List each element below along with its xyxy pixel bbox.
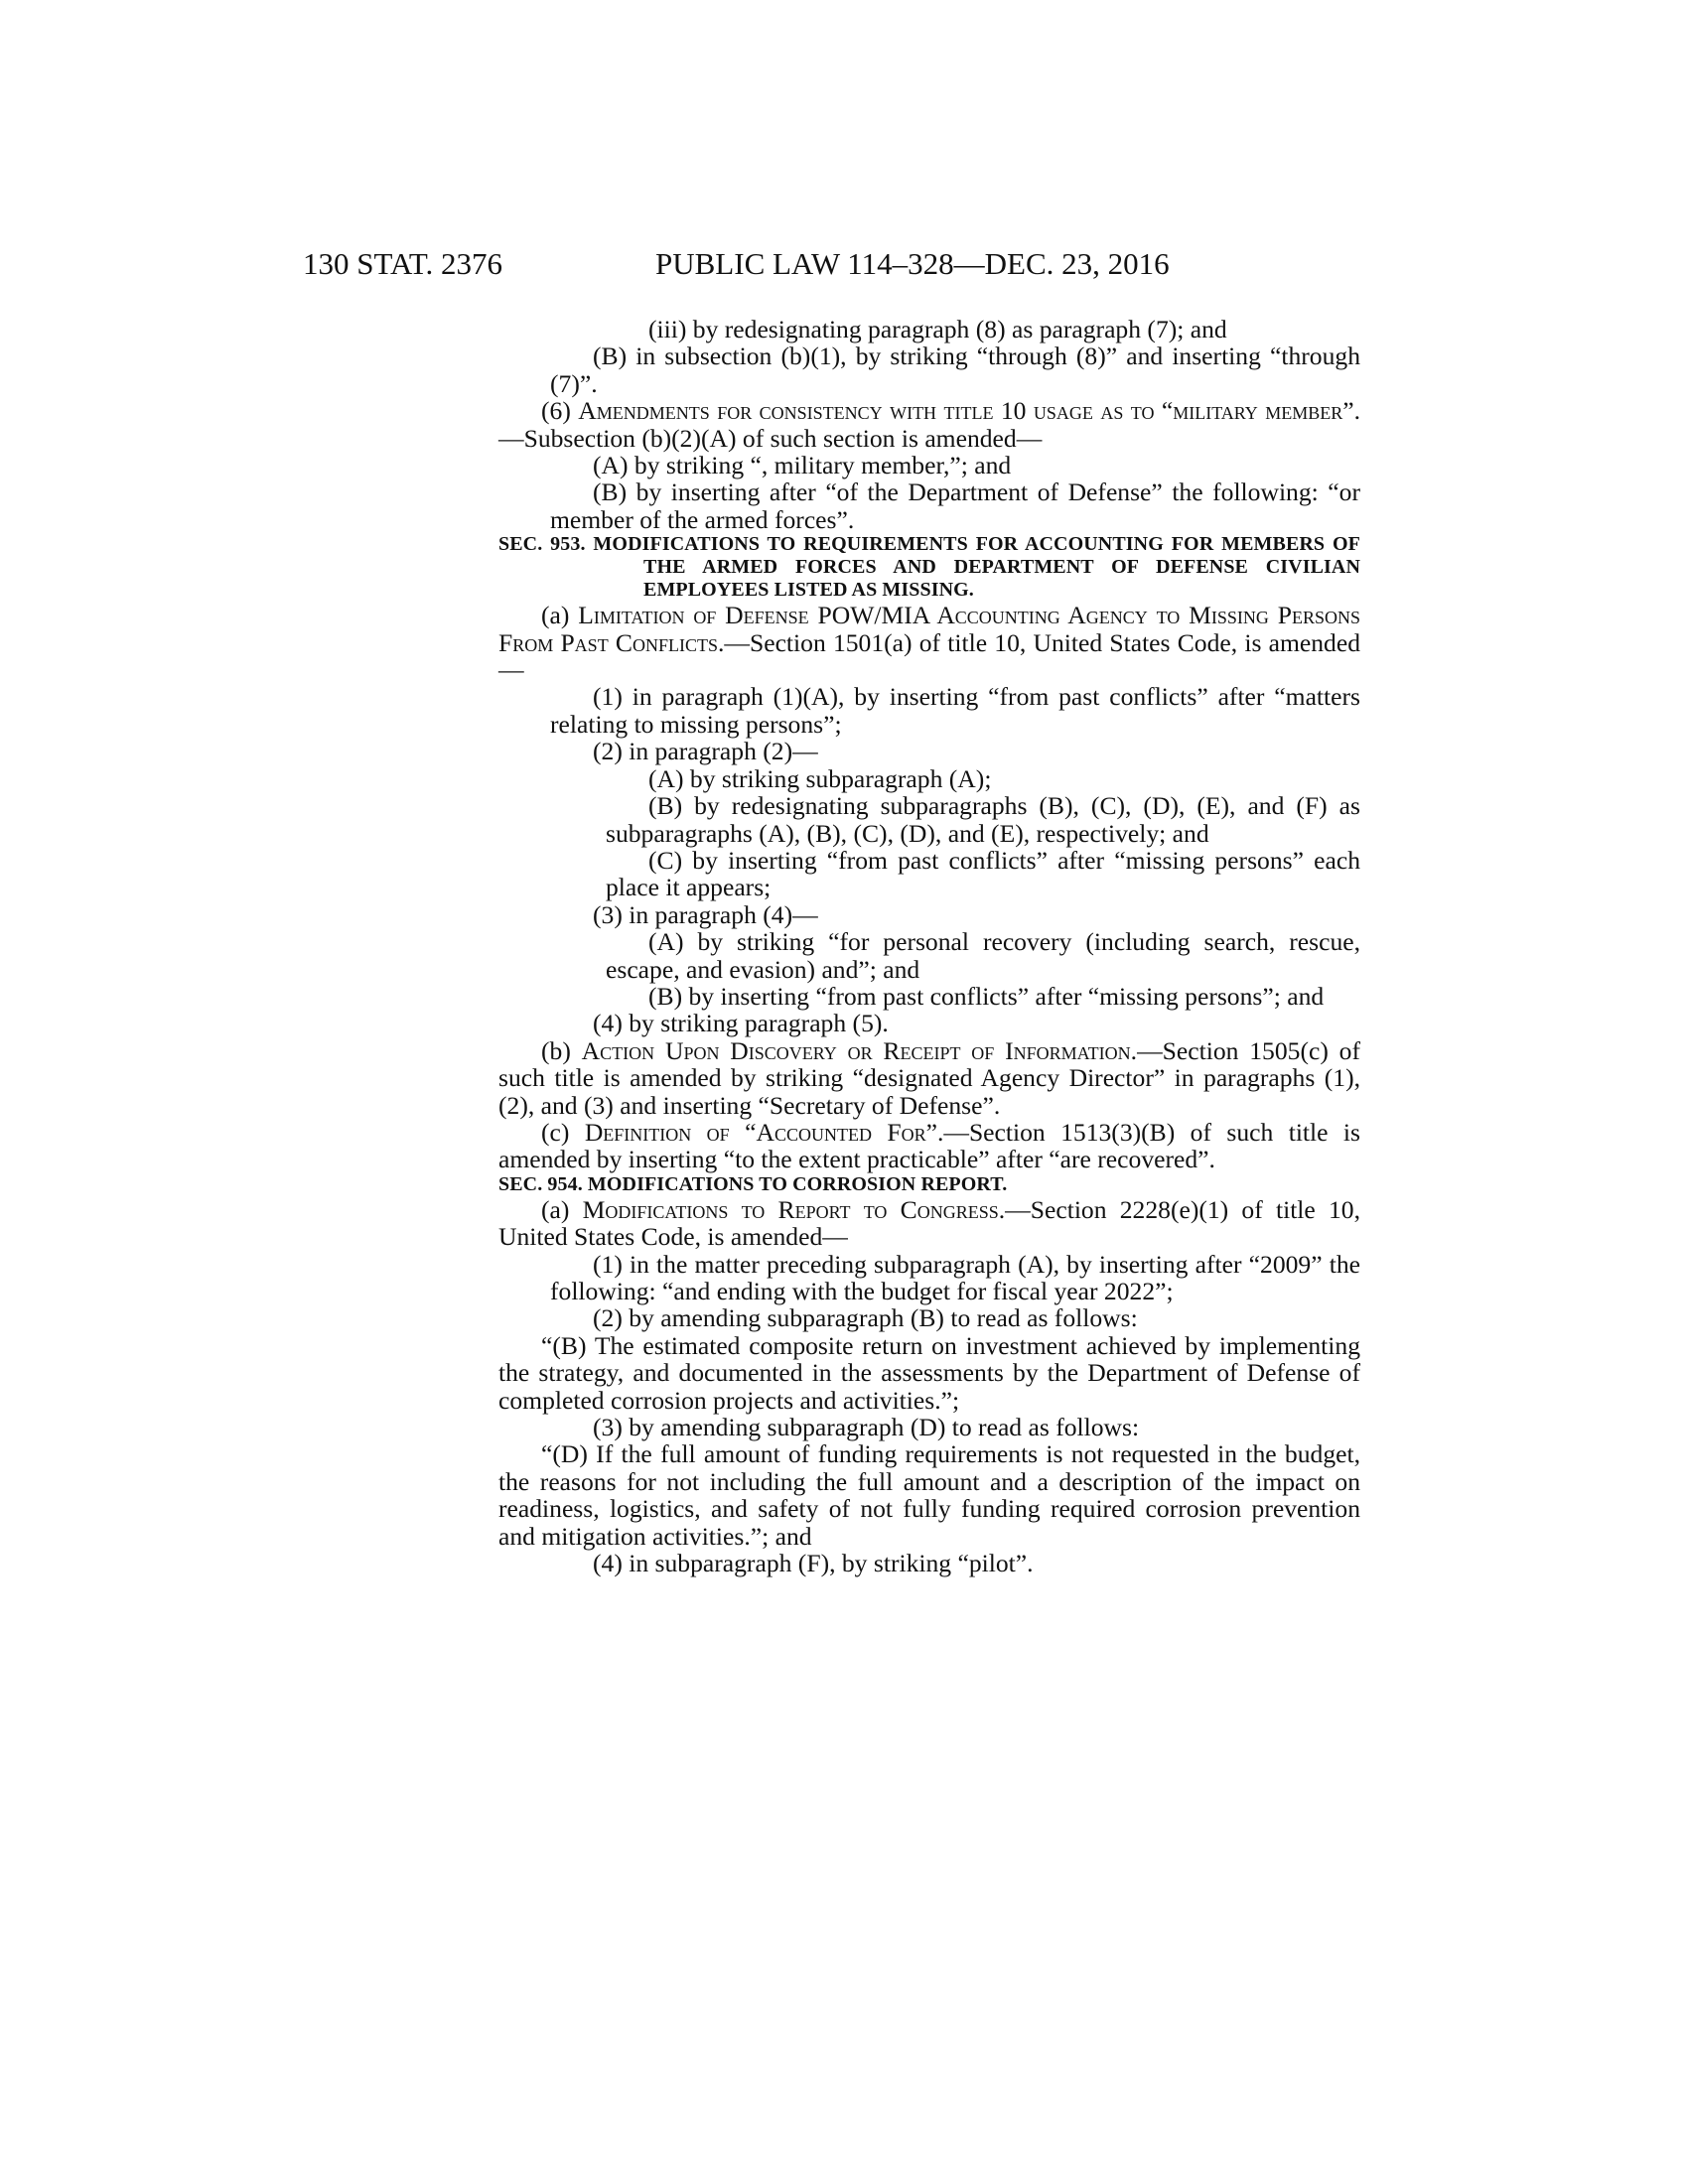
- subsection-a-heading: Modifications to Report to Congress: [582, 1194, 999, 1224]
- quoted-subparagraph-b: “(B) The estimated composite return on investment achieved by implementing the strategy, and documented in the assessments by the Department of Defense of completed corrosion projects and activities.”;: [498, 1330, 1360, 1415]
- subparagraph-b: (B) by redesignating subparagraphs (B), (C), (D), (E), and (F) as subparagraphs (A), (B), (C), (D), and (E), respectively; and: [606, 791, 1360, 848]
- subparagraph-c: (C) by inserting “from past conflicts” after “missing persons” each place it appears;: [606, 845, 1360, 902]
- subsection-a: (a) Modifications to Report to Congress.—Section 2228(e)(1) of title 10, United States Code, is amended—: [498, 1194, 1361, 1252]
- section-953-heading: SEC. 953. MODIFICATIONS TO REQUIREMENTS FOR ACCOUNTING FOR MEMBERS OF THE ARMED FORCES AND DEPARTMENT OF DEFENSE CIVILIAN EMPLOYEES LISTED AS MISSING.: [498, 533, 1360, 602]
- paragraph-4: (4) in subparagraph (F), by striking “pilot”.: [593, 1549, 1034, 1578]
- paragraph-6-heading: Amendments for consistency with title 10 usage as to “military member”: [578, 396, 1354, 426]
- stat-page-reference: 130 STAT. 2376: [303, 246, 503, 281]
- subsection-c-heading: Definition of “Accounted For”: [584, 1117, 937, 1147]
- section-954-heading: SEC. 954. MODIFICATIONS TO CORROSION REPORT.: [498, 1172, 1008, 1195]
- subparagraph-a: (A) by striking subparagraph (A);: [648, 763, 992, 793]
- subparagraph-a: (A) by striking “, military member,”; and: [593, 451, 1012, 480]
- subsection-a: (a) Limitation of Defense POW/MIA Accounting Agency to Missing Persons From Past Conflicts.—Section 1501(a) of title 10, United States Code, is amended—: [498, 601, 1360, 685]
- subsection-b: (b) Action Upon Discovery or Receipt of Information.—Section 1505(c) of such title is amended by striking “designated Agency Director” in paragraphs (1), (2), and (3) and inserting “Secretary of Defense”.: [498, 1035, 1360, 1120]
- subsection-a-heading: Limitation of Defense POW/MIA Accounting Agency to Missing Persons From Past Conflicts: [498, 601, 1360, 657]
- paragraph-3: (3) by amending subparagraph (D) to read as follows:: [593, 1413, 1140, 1442]
- document-body: [498, 316, 1360, 1576]
- subparagraph-b: (B) by inserting after “of the Department of Defense” the following: “or member of the armed forces”.: [550, 478, 1360, 534]
- subparagraph-b: (B) in subsection (b)(1), by striking “through (8)” and inserting “through (7)”.: [550, 341, 1360, 398]
- subsection-b-heading: Action Upon Discovery or Receipt of Information: [581, 1035, 1131, 1065]
- paragraph-2: (2) by amending subparagraph (B) to read as follows:: [593, 1303, 1138, 1333]
- paragraph-1: (1) in the matter preceding subparagraph (A), by inserting after “2009” the following: “and ending with the budget for fiscal year 2022”;: [550, 1249, 1360, 1305]
- paragraph-2: (2) in paragraph (2)—: [593, 737, 818, 766]
- paragraph-6: (6) Amendments for consistency with title 10 usage as to “military member”.—Subsection (b)(2)(A) of such section is amended—: [498, 396, 1360, 453]
- subparagraph-b: (B) by inserting “from past conflicts” after “missing persons”; and: [648, 981, 1325, 1011]
- page-header: [303, 244, 1395, 284]
- paragraph-1: (1) in paragraph (1)(A), by inserting “from past conflicts” after “matters relating to missing persons”;: [550, 682, 1360, 739]
- paragraph-4: (4) by striking paragraph (5).: [593, 1009, 889, 1038]
- quoted-subparagraph-d: “(D) If the full amount of funding requirements is not requested in the budget, the reasons for not including the full amount and a description of the impact on readiness, logistics, and safety of not fully funding required corrosion prevention and mitigation activities.”; and: [498, 1439, 1360, 1551]
- paragraph-3: (3) in paragraph (4)—: [593, 899, 818, 929]
- subparagraph-a: (A) by striking “for personal recovery (including search, rescue, escape, and evasion) and”; and: [606, 927, 1360, 984]
- clause-iii: (iii) by redesignating paragraph (8) as paragraph (7); and: [648, 315, 1227, 343]
- public-law-title: PUBLIC LAW 114–328—DEC. 23, 2016: [655, 246, 1170, 281]
- subsection-c: (c) Definition of “Accounted For”.—Section 1513(3)(B) of such title is amended by inserting “to the extent practicable” after “are recovered”.: [498, 1117, 1360, 1174]
